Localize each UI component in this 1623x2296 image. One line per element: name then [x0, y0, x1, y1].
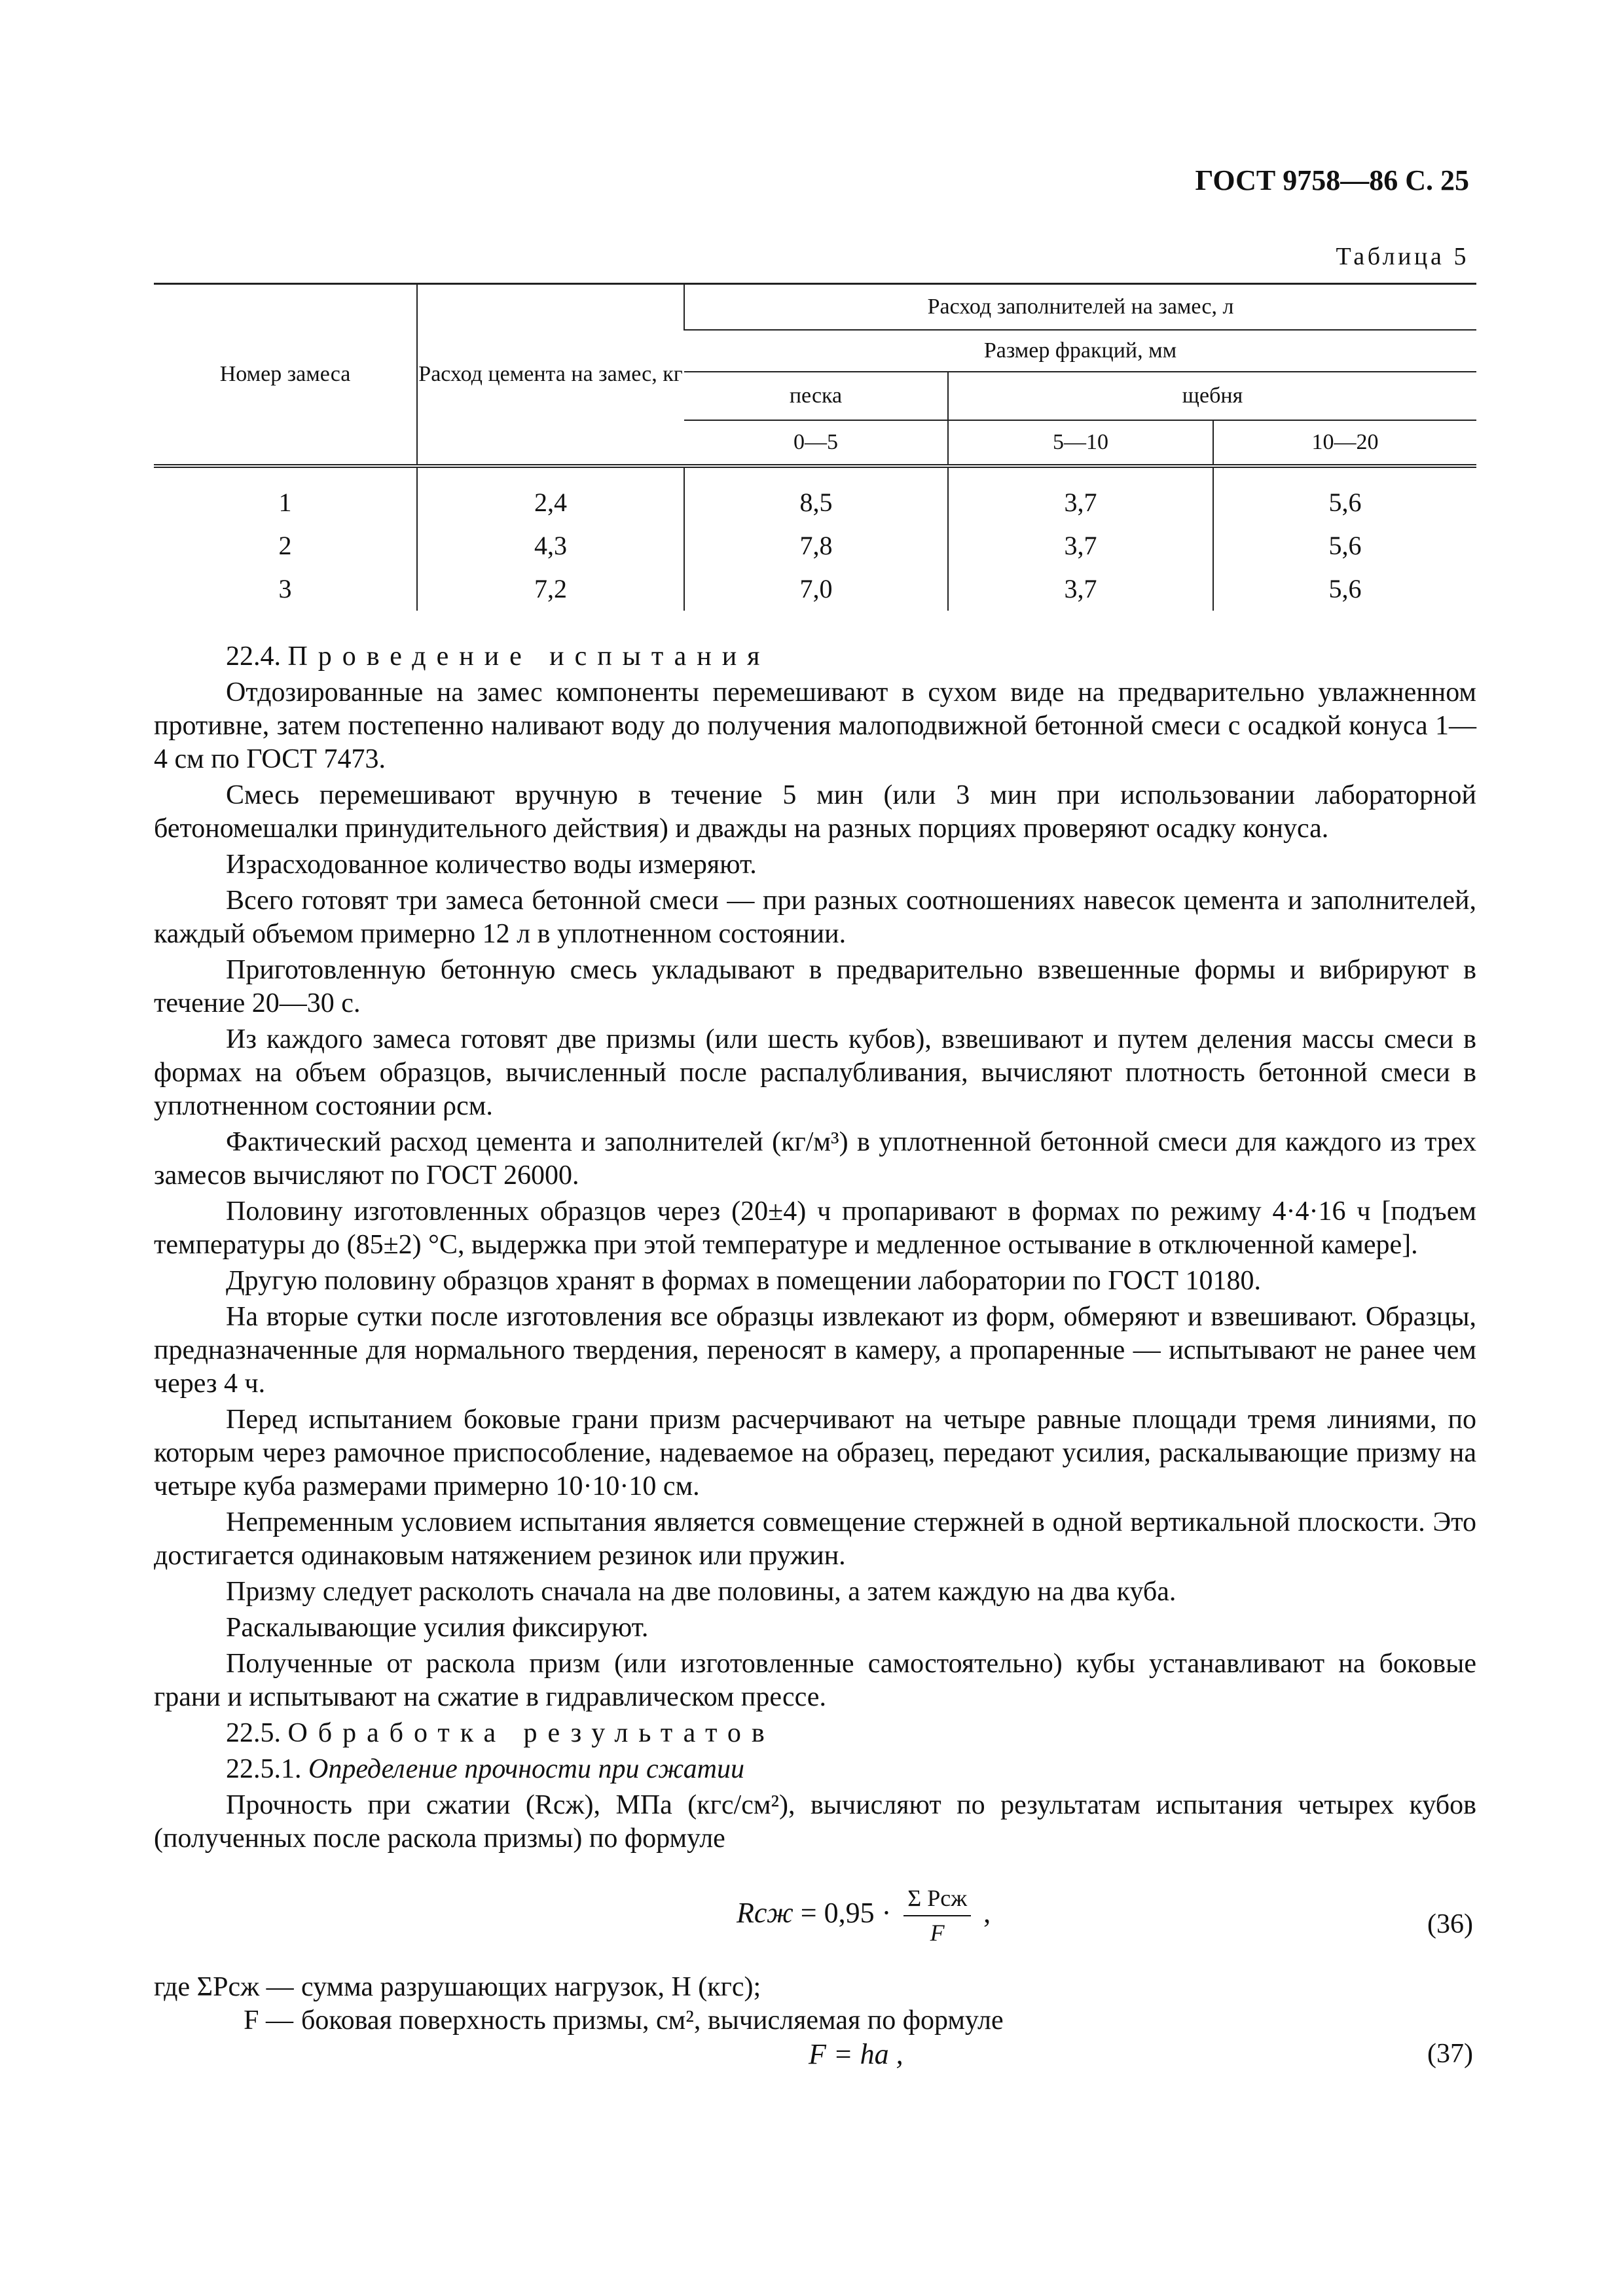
paragraph: Всего готовят три замеса бетонной смеси — при разных соотношениях навесок цемента и заполнителей, каждый объемом примерно 12 л в уплотненном состоянии. [154, 886, 1476, 949]
section-title: Обработка результатов [287, 1718, 775, 1748]
cell: 7,8 [684, 524, 948, 567]
cell: 2 [278, 530, 292, 560]
formula-legend [154, 1971, 1476, 2037]
paragraph: Отдозированные на замес компоненты перемешивают в сухом виде на предварительно увлажненном противне, затем постепенно наливают воду до получения малоподвижной бетонной смеси с осадкой конуса 1—4 см по ГОСТ 7473. [154, 677, 1476, 774]
paragraph: Израсходованное количество воды измеряют. [226, 850, 757, 880]
section-heading [154, 1717, 1476, 1750]
cell: 1 [278, 487, 292, 517]
paragraph: Прочность при сжатии (Rсж), МПа (кгс/см²), вычисляют по результатам испытания четырех кубов (полученных после раскола призмы) по формуле [154, 1790, 1476, 1854]
table-5 [154, 283, 1476, 611]
legend-label: F — [244, 2005, 293, 2036]
legend-row [154, 1971, 1476, 2004]
section-number: 22.5. [226, 1718, 281, 1748]
paragraph: Раскалывающие усилия фиксируют. [226, 1613, 649, 1643]
col-header-aggregates: Расход заполнителей на замес, л [684, 284, 1476, 330]
paragraph: Непременным условием испытания является совмещение стержней в одной вертикальной плоскости. Это достигается одинаковым натяжением резинок или пружин. [154, 1507, 1476, 1571]
formula-36-expression [737, 1882, 991, 1950]
section-number: 22.4. [226, 641, 281, 672]
paragraph: Призму следует расколоть сначала на две половины, а затем каждую на два куба. [226, 1577, 1176, 1607]
formula-fraction [903, 1882, 971, 1950]
formula-tail: , [983, 1897, 991, 1929]
col-header-batch: Номер замеса [154, 284, 417, 466]
page-header: ГОСТ 9758—86 С. 25 [1195, 164, 1469, 196]
cell: 3,7 [948, 524, 1213, 567]
legend-label: где ΣPсж — [154, 1972, 294, 2002]
legend-text: сумма разрушающих нагрузок, Н (кгс); [301, 1972, 761, 2002]
body-text [154, 640, 1476, 2077]
formula-lhs: Rсж [737, 1897, 793, 1929]
cell: 3,7 [948, 481, 1213, 524]
legend-text: боковая поверхность призмы, см², вычисляемая по формуле [301, 2005, 1004, 2036]
cell: 5,6 [1213, 481, 1476, 524]
col-header-range-sand: 0—5 [684, 420, 948, 466]
subsection-heading [154, 1753, 1476, 1786]
paragraph: Приготовленную бетонную смесь укладывают в предварительно взвешенные формы и вибрируют в течение 20—30 с. [154, 955, 1476, 1018]
col-header-cement: Расход цемента на замес, кг [417, 284, 684, 466]
section-title: Проведение испытания [287, 641, 771, 672]
legend-row [154, 2004, 1476, 2037]
col-header-range-1: 5—10 [948, 420, 1213, 466]
section-heading [154, 640, 1476, 673]
col-header-range-2: 10—20 [1213, 420, 1476, 466]
paragraph: Перед испытанием боковые грани призм расчерчивают на четыре равные площади тремя линиями, по которым через рамочное приспособление, надеваемое на образец, передают усилия, раскалывающие призму на четыре куба размерами примерно 10·10·10 см. [154, 1405, 1476, 1501]
paragraph: Смесь перемешивают вручную в течение 5 мин (или 3 мин при использовании лабораторной бетономешалки принудительного действия) и дважды на разных порциях проверяют осадку конуса. [154, 780, 1476, 844]
formula-36 [154, 1882, 1476, 1960]
cell: 3,7 [948, 567, 1213, 611]
col-header-gravel: щебня [948, 372, 1476, 420]
cell: 8,5 [684, 481, 948, 524]
cell: 7,2 [417, 567, 684, 611]
cell: 5,6 [1213, 567, 1476, 611]
cell: 7,0 [684, 567, 948, 611]
table-row [154, 481, 1476, 524]
col-header-sand: песка [684, 372, 948, 420]
cell: 5,6 [1213, 524, 1476, 567]
cell: 4,3 [417, 524, 684, 567]
formula-denominator: F [930, 1920, 945, 1946]
cell: 3 [278, 573, 292, 603]
formula-37-expression: F = ha , [809, 2038, 903, 2070]
table-row [154, 567, 1476, 611]
paragraph: Фактический расход цемента и заполнителей (кг/м³) в уплотненной бетонной смеси для каждого из трех замесов вычисляют по ГОСТ 26000. [154, 1127, 1476, 1191]
formula-coef: = 0,95 · [800, 1897, 892, 1929]
paragraph: Половину изготовленных образцов через (20±4) ч пропаривают в формах по режиму 4·4·16 ч [подъем температуры до (85±2) °С, выдержка при этой температуре и медленное остывание в отключенной камере]. [154, 1196, 1476, 1260]
formula-37-number: (37) [1427, 2039, 1473, 2069]
table-row [154, 524, 1476, 567]
paragraph: Из каждого замеса готовят две призмы (или шесть кубов), взвешивают и путем деления массы смеси в формах на объем образцов, вычисленный после распалубливания, вычисляют плотность бетонной смеси в уплотненном состоянии ρсм. [154, 1024, 1476, 1121]
paragraph: Полученные от раскола призм (или изготовленные самостоятельно) кубы устанавливают на боковые грани и испытывают на сжатие в гидравлическом прессе. [154, 1649, 1476, 1712]
cell: 2,4 [417, 481, 684, 524]
subsection-number: 22.5.1. [226, 1754, 302, 1784]
subsection-title: Определение прочности при сжатии [308, 1754, 744, 1784]
formula-numerator: Σ Pсж [903, 1882, 971, 1916]
formula-36-number: (36) [1427, 1909, 1473, 1939]
paragraph: На вторые сутки после изготовления все образцы извлекают из форм, обмеряют и взвешивают. Образцы, предназначенные для нормального твердения, переносят в камеру, а пропаренные — испытывают не ранее чем через 4 ч. [154, 1302, 1476, 1399]
paragraph: Другую половину образцов хранят в формах в помещении лаборатории по ГОСТ 10180. [226, 1266, 1262, 1296]
table-caption: Таблица 5 [1336, 243, 1469, 270]
col-header-fraction-size: Размер фракций, мм [684, 330, 1476, 372]
formula-37 [154, 2037, 1476, 2077]
aggregate-table [154, 283, 1476, 611]
